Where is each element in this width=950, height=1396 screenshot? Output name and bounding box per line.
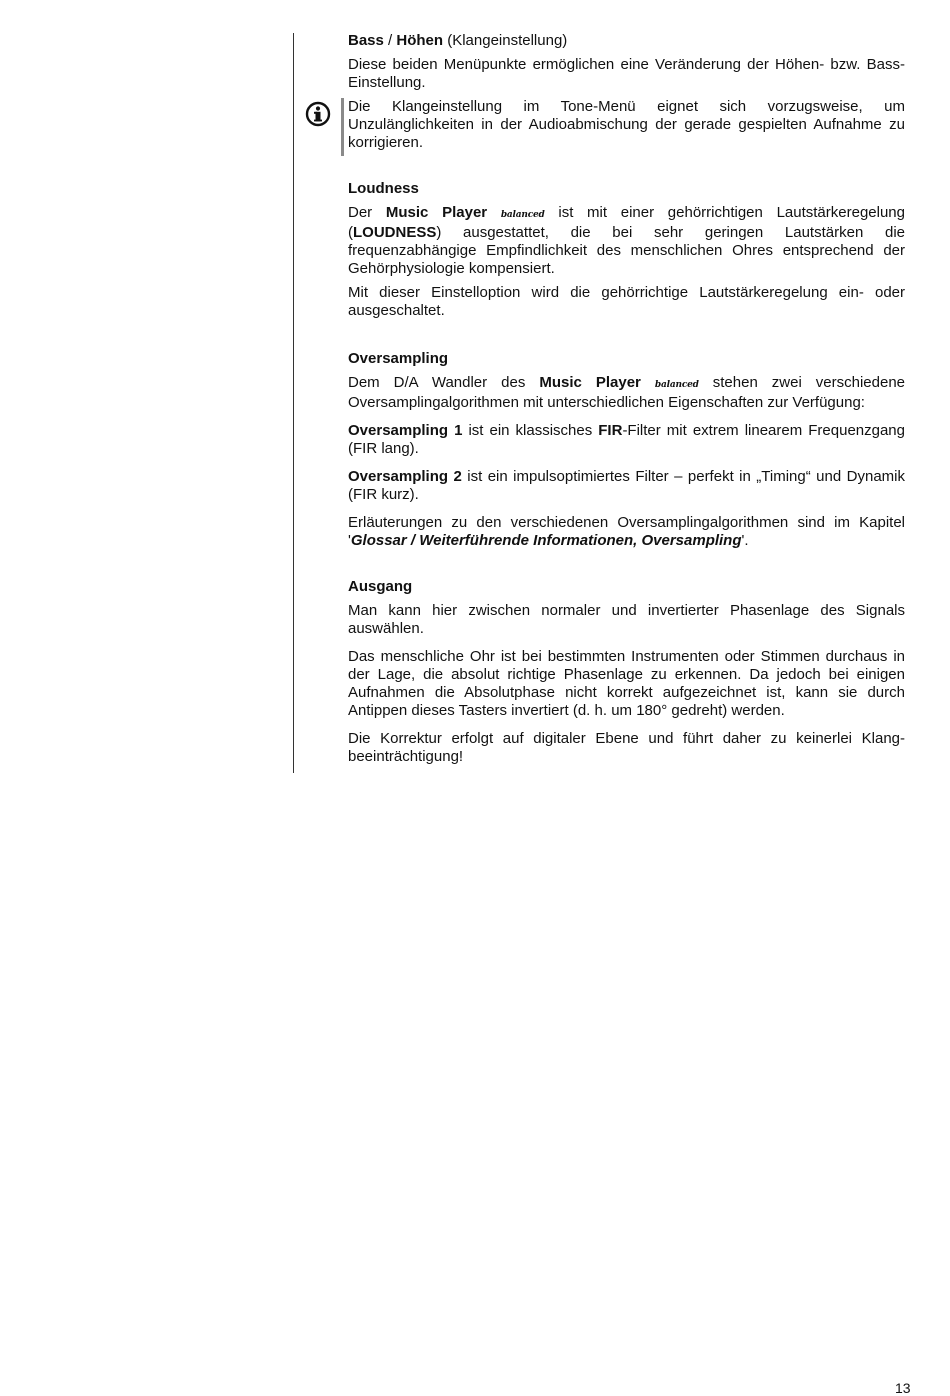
ausgang-paragraph-2: Das menschliche Ohr ist bei bestimmten Instrumenten oder Stimmen durchaus in der Lage, die absolut richtige Phasenlage zu erkennen. Da jedoch bei einigen Aufnahmen die Absolutphase nicht korrekt aufgezeichnet ist, kann sie durch Antippen dieses Tasters invertiert (d. h. um 180° gedreht) werden.	[348, 648, 905, 719]
info-note	[348, 98, 905, 152]
section-heading-bass	[348, 32, 905, 50]
balanced-logo: balanced	[654, 380, 699, 390]
balanced-logo: balanced	[500, 210, 545, 220]
margin-rule	[293, 33, 294, 773]
loudness-paragraph-1	[348, 204, 905, 278]
section-heading-oversampling	[348, 350, 905, 368]
text-run: ist mit einer gehörrichtigen Lautstärkeregelung (	[348, 204, 905, 241]
heading-ausgang-label: Ausgang	[348, 578, 413, 595]
glossary-reference: Glossar / Weiterführende Informationen, Oversampling	[350, 532, 742, 549]
section-heading-ausgang	[348, 578, 905, 596]
info-icon	[305, 101, 331, 127]
text-run: Der	[348, 204, 386, 221]
loudness-paragraph-2: Mit dieser Einstelloption wird die gehörrichtige Lautstärkeregelung ein- oder ausgeschaltet.	[348, 284, 905, 319]
oversampling-2-label: Oversampling 2	[348, 468, 462, 485]
oversampling-intro	[348, 374, 905, 412]
heading-hoehen-label: Höhen	[396, 32, 444, 49]
section-heading-loudness	[348, 180, 905, 198]
heading-separator: /	[383, 32, 397, 49]
note-text: Die Klangeinstellung im Tone-Menü eignet sich vorzugsweise, um Unzulänglichkeiten in der Audioabmischung der gerade gespielten Aufnahme zu korrigieren.	[348, 98, 905, 151]
heading-suffix: (Klangeinstellung)	[443, 32, 568, 49]
text-run: Dem D/A Wandler des	[348, 374, 540, 391]
note-bar	[341, 98, 344, 156]
term-loudness: LOUDNESS	[353, 224, 437, 241]
term-fir: FIR	[598, 422, 623, 439]
heading-bass-label: Bass	[348, 32, 384, 49]
text-run: ) ausgestattet, die bei sehr geringen Lautstärken die frequenzabhängige Empfindlichkeit des menschlichen Ohres entsprechend der Gehörphysiologie kompensiert.	[348, 224, 905, 277]
heading-loudness-label: Loudness	[348, 180, 419, 197]
brand-music-player: Music Player	[385, 204, 488, 221]
main-content	[348, 32, 905, 772]
oversampling-1-paragraph	[348, 422, 905, 458]
heading-oversampling-label: Oversampling	[348, 350, 449, 367]
text-run: ist ein klassisches	[462, 422, 599, 439]
ausgang-paragraph-1: Man kann hier zwischen normaler und invertierter Phasenlage des Signals auswählen.	[348, 602, 905, 637]
text-run: ist ein impulsoptimiertes Filter – perfekt in „Timing“ und Dynamik (FIR kurz).	[348, 468, 905, 503]
text-run: -Filter mit extrem linearem Frequenzgang (FIR lang).	[348, 422, 905, 457]
text-run: '.	[741, 532, 749, 549]
oversampling-reference	[348, 514, 905, 550]
ausgang-paragraph-3: Die Korrektur erfolgt auf digitaler Ebene und führt daher zu keinerlei Klang-beeinträchtigung!	[348, 730, 905, 765]
bass-paragraph: Diese beiden Menüpunkte ermöglichen eine Veränderung der Höhen- bzw. Bass-Einstellung.	[348, 56, 905, 91]
oversampling-2-paragraph	[348, 468, 905, 504]
text-run: Erläuterungen zu den verschiedenen Oversamplingalgorithmen sind im Kapitel '	[348, 514, 905, 549]
oversampling-1-label: Oversampling 1	[348, 422, 463, 439]
text-run: stehen zwei verschiedene Oversamplingalgorithmen mit unterschiedlichen Eigenschaften zur Verfügung:	[348, 374, 906, 411]
page-number: 13	[895, 1380, 911, 1396]
brand-music-player: Music Player	[539, 374, 641, 391]
